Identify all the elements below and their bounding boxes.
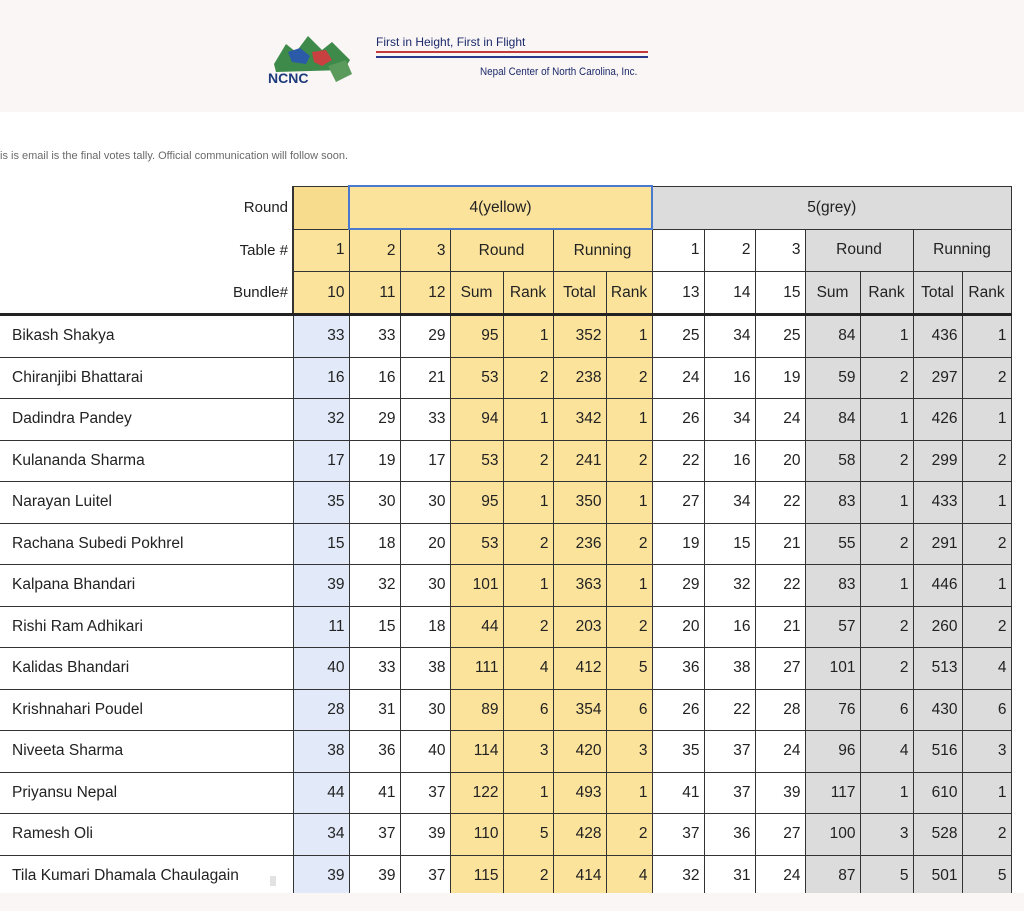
r4-running-rank: 3: [606, 731, 652, 773]
candidate-row: [0, 606, 1011, 648]
r4-table-1: 38: [293, 731, 349, 773]
notice-text: is is email is the final votes tally. Official communication will follow soon.: [0, 150, 349, 162]
r5-table-2: 16: [704, 606, 755, 648]
r5-running-total: 260: [913, 606, 962, 648]
r4-running-rank: 1: [606, 482, 652, 524]
r5-running-total: 446: [913, 565, 962, 607]
r4-bundle-1: 10: [293, 272, 349, 315]
r4-bundle-2: 11: [349, 272, 400, 315]
r5-table-1: 36: [652, 648, 704, 690]
r5-running-rank: 1: [962, 482, 1011, 524]
candidate-name: Narayan Luitel: [0, 482, 293, 524]
r4-running-rank: 2: [606, 814, 652, 856]
r4-round-sum: 110: [450, 814, 503, 856]
r4-table-1: 15: [293, 523, 349, 565]
candidate-name: Ramesh Oli: [0, 814, 293, 856]
r5-table-3: 22: [755, 565, 805, 607]
r4-table-3: 20: [400, 523, 450, 565]
r5-table-3: 24: [755, 855, 805, 897]
r5-table-3: 19: [755, 357, 805, 399]
r5-table-2: 15: [704, 523, 755, 565]
candidate-row: [0, 648, 1011, 690]
candidate-name: Priyansu Nepal: [0, 772, 293, 814]
r4-running-rank: 2: [606, 606, 652, 648]
r5-running-rank: 4: [962, 648, 1011, 690]
r4-table-1: 39: [293, 565, 349, 607]
r5-table-1: 35: [652, 731, 704, 773]
r4-table-2: 19: [349, 440, 400, 482]
r4-round-sum: 44: [450, 606, 503, 648]
r5-table-2: 34: [704, 399, 755, 441]
r4-running-total: 350: [553, 482, 606, 524]
r5-table-2: 34: [704, 315, 755, 358]
r4-running-total: 363: [553, 565, 606, 607]
r5-table-3: 27: [755, 648, 805, 690]
r5-round-sum: 55: [805, 523, 860, 565]
r5-running-total: 528: [913, 814, 962, 856]
r4-table-3: 30: [400, 482, 450, 524]
r4-running-total: 420: [553, 731, 606, 773]
r4-round-rank: 3: [503, 731, 553, 773]
r4-round-sum: 53: [450, 357, 503, 399]
candidate-row: [0, 855, 1011, 897]
r5-running-rank: 2: [962, 814, 1011, 856]
r4-round-rank: 6: [503, 689, 553, 731]
r5-round-rank: 2: [860, 648, 913, 690]
r5-running-rank: 2: [962, 357, 1011, 399]
r4-table-2: 31: [349, 689, 400, 731]
r5-running-label: Running: [913, 229, 1011, 272]
divider-blue: [376, 56, 648, 58]
r5-round-rank: 1: [860, 315, 913, 358]
r4-round-sum: 89: [450, 689, 503, 731]
r4-round-rank: 2: [503, 855, 553, 897]
r4-running-rank: 2: [606, 357, 652, 399]
r5-bundle-2: 14: [704, 272, 755, 315]
candidate-row: [0, 731, 1011, 773]
r5-table-3: 39: [755, 772, 805, 814]
r5-round-sum: 83: [805, 565, 860, 607]
r4-table-1: 39: [293, 855, 349, 897]
r4-table-3: 40: [400, 731, 450, 773]
label-bundle: Bundle#: [0, 272, 293, 315]
footer-band: [0, 893, 1024, 911]
r5-running-total: 501: [913, 855, 962, 897]
r5-table-3: 21: [755, 523, 805, 565]
r5-round-rank: 1: [860, 399, 913, 441]
r5-table-2: 37: [704, 772, 755, 814]
r4-table-1: 17: [293, 440, 349, 482]
r5-table-2: 31: [704, 855, 755, 897]
r4-round-label: Round: [450, 229, 553, 272]
r4-table-2: 16: [349, 357, 400, 399]
scroll-grip[interactable]: [270, 876, 276, 886]
r4-round-rank: 2: [503, 523, 553, 565]
candidate-name: Krishnahari Poudel: [0, 689, 293, 731]
r5-running-rank: 1: [962, 565, 1011, 607]
r4-table-3: 39: [400, 814, 450, 856]
r4-round-rank: 1: [503, 482, 553, 524]
r4-table-2: 33: [349, 315, 400, 358]
r5-running-rank: 2: [962, 523, 1011, 565]
r5-round-sum: 58: [805, 440, 860, 482]
r4-running-total: 428: [553, 814, 606, 856]
r4-table-3: 18: [400, 606, 450, 648]
candidate-row: [0, 482, 1011, 524]
r5-sum-label: Sum: [805, 272, 860, 315]
r4-round-rank: 1: [503, 315, 553, 358]
candidate-name: Niveeta Sharma: [0, 731, 293, 773]
tagline: First in Height, First in Flight: [376, 35, 526, 49]
r5-round-rank: 1: [860, 482, 913, 524]
candidate-name: Rishi Ram Adhikari: [0, 606, 293, 648]
candidate-row: [0, 357, 1011, 399]
header-row-table: [0, 229, 1011, 272]
r5-round-sum: 83: [805, 482, 860, 524]
r5-round-rank: 2: [860, 606, 913, 648]
r4-table-3: 37: [400, 772, 450, 814]
r4-round-sum: 53: [450, 440, 503, 482]
r4-running-total: 203: [553, 606, 606, 648]
r5-table-1: 32: [652, 855, 704, 897]
r4-running-rank: 1: [606, 399, 652, 441]
header-row-round: [0, 186, 1011, 229]
r5-running-rank: 2: [962, 440, 1011, 482]
r4-table-3: 17: [400, 440, 450, 482]
r5-running-rank: 1: [962, 399, 1011, 441]
logo-text: NCNC: [268, 70, 309, 86]
r5-running-total: 297: [913, 357, 962, 399]
candidate-row: [0, 523, 1011, 565]
candidate-row: [0, 565, 1011, 607]
r4-round-rank: 2: [503, 357, 553, 399]
r5-table-3: 22: [755, 482, 805, 524]
r5-table-2: 37: [704, 731, 755, 773]
label-table: Table #: [0, 229, 293, 272]
r4-running-total: 352: [553, 315, 606, 358]
candidate-row: [0, 440, 1011, 482]
r5-round-sum: 76: [805, 689, 860, 731]
r4-round-rank: 5: [503, 814, 553, 856]
r5-table-3: 24: [755, 399, 805, 441]
r5-round-sum: 59: [805, 357, 860, 399]
r5-table-1: 26: [652, 689, 704, 731]
r4-round-rank: 2: [503, 440, 553, 482]
round5-title: 5(grey): [652, 186, 1011, 229]
r4-table-3: 38: [400, 648, 450, 690]
r4-running-rank: 1: [606, 772, 652, 814]
r5-table-3: 27: [755, 814, 805, 856]
r5-table-1: 20: [652, 606, 704, 648]
r5-running-total: 516: [913, 731, 962, 773]
r4-round-sum: 101: [450, 565, 503, 607]
r5-table-3: 20: [755, 440, 805, 482]
r4-running-total: 412: [553, 648, 606, 690]
r4-running-total: 238: [553, 357, 606, 399]
r4-round-rank: 2: [503, 606, 553, 648]
r4-table-3: 37: [400, 855, 450, 897]
r5-table-1: 19: [652, 523, 704, 565]
round4-title: 4(yellow): [349, 186, 652, 229]
r4-table-1: 1: [293, 229, 349, 272]
r5-table-1: 29: [652, 565, 704, 607]
r5-table-1: 41: [652, 772, 704, 814]
r5-table-3: 21: [755, 606, 805, 648]
r4-total-label: Total: [553, 272, 606, 315]
r4-running-total: 236: [553, 523, 606, 565]
r4-running-rank: 1: [606, 565, 652, 607]
r5-round-rank: 2: [860, 440, 913, 482]
r4-round-sum: 95: [450, 482, 503, 524]
r5-round-rank: 6: [860, 689, 913, 731]
r4-round-rank: 4: [503, 648, 553, 690]
r4-running-total: 342: [553, 399, 606, 441]
r5-round-rank: 2: [860, 357, 913, 399]
r4-table-1: 28: [293, 689, 349, 731]
r5-running-rank: 1: [962, 772, 1011, 814]
r5-table-1: 26: [652, 399, 704, 441]
r5-round-sum: 117: [805, 772, 860, 814]
r5-running-total: 513: [913, 648, 962, 690]
r4-round-sum: 114: [450, 731, 503, 773]
r5-table-2: 22: [704, 689, 755, 731]
candidate-row: [0, 814, 1011, 856]
r4-table-2: 36: [349, 731, 400, 773]
r4-running-rank: 6: [606, 689, 652, 731]
r5-round-label: Round: [805, 229, 913, 272]
r5-round-rank: 3: [860, 814, 913, 856]
r5-table-2: 32: [704, 565, 755, 607]
r5-table-1: 27: [652, 482, 704, 524]
candidate-name: Bikash Shakya: [0, 315, 293, 358]
r4-running-rank: 1: [606, 315, 652, 358]
r5-running-total: 436: [913, 315, 962, 358]
r5-round-sum: 100: [805, 814, 860, 856]
r5-running-total: 291: [913, 523, 962, 565]
r4-running-rank: 2: [606, 523, 652, 565]
r4-running-rank: 5: [606, 648, 652, 690]
r4-table-2: 29: [349, 399, 400, 441]
r4-round-sum: 122: [450, 772, 503, 814]
candidate-row: [0, 315, 1011, 358]
r5-rank-label: Rank: [860, 272, 913, 315]
r4-table-1: 34: [293, 814, 349, 856]
candidate-name: Tila Kumari Dhamala Chaulagain: [0, 855, 293, 897]
r4-table-1: 35: [293, 482, 349, 524]
r5-running-total: 426: [913, 399, 962, 441]
r4-table-2: 33: [349, 648, 400, 690]
r4-table-2: 41: [349, 772, 400, 814]
r4-table-2: 30: [349, 482, 400, 524]
r5-table-2: 16: [704, 357, 755, 399]
r5-round-sum: 101: [805, 648, 860, 690]
candidate-row: [0, 689, 1011, 731]
r4-table-1: 33: [293, 315, 349, 358]
r4-running-rank: 4: [606, 855, 652, 897]
r5-round-rank: 1: [860, 772, 913, 814]
r4-bundle-3: 12: [400, 272, 450, 315]
r5-round-rank: 4: [860, 731, 913, 773]
r5-table-1: 22: [652, 440, 704, 482]
r5-round-rank: 1: [860, 565, 913, 607]
r4-rank-label: Rank: [503, 272, 553, 315]
r5-round-rank: 2: [860, 523, 913, 565]
r4-table-3: 33: [400, 399, 450, 441]
r5-bundle-3: 15: [755, 272, 805, 315]
r5-table-2: 34: [704, 482, 755, 524]
r5-table-1: 1: [652, 229, 704, 272]
r5-round-sum: 96: [805, 731, 860, 773]
r4-round-rank: 1: [503, 399, 553, 441]
org-name: Nepal Center of North Carolina, Inc.: [480, 66, 638, 78]
r5-round-rank: 5: [860, 855, 913, 897]
r5-table-3: 28: [755, 689, 805, 731]
r4-table-3: 30: [400, 689, 450, 731]
r4-table-3: 3: [400, 229, 450, 272]
r5-table-1: 24: [652, 357, 704, 399]
candidate-name: Kalidas Bhandari: [0, 648, 293, 690]
r4-table-1: 40: [293, 648, 349, 690]
r5-table-2: 2: [704, 229, 755, 272]
candidate-name: Chiranjibi Bhattarai: [0, 357, 293, 399]
r4-round-sum: 53: [450, 523, 503, 565]
r5-round-sum: 84: [805, 315, 860, 358]
r4-round-rank: 1: [503, 772, 553, 814]
r5-running-rank: 5: [962, 855, 1011, 897]
r4-running-rank-label: Rank: [606, 272, 652, 315]
candidate-row: [0, 772, 1011, 814]
r5-total-label: Total: [913, 272, 962, 315]
candidate-name: Kulananda Sharma: [0, 440, 293, 482]
r5-running-rank: 1: [962, 315, 1011, 358]
label-round: Round: [0, 186, 293, 229]
r4-table-1: 16: [293, 357, 349, 399]
r5-round-sum: 57: [805, 606, 860, 648]
r4-table-2: 39: [349, 855, 400, 897]
r4-table-1: 44: [293, 772, 349, 814]
r5-table-2: 16: [704, 440, 755, 482]
candidate-name: Rachana Subedi Pokhrel: [0, 523, 293, 565]
r4-table-3: 21: [400, 357, 450, 399]
r5-running-rank-label: Rank: [962, 272, 1011, 315]
r5-table-1: 37: [652, 814, 704, 856]
r4-table-2: 2: [349, 229, 400, 272]
candidate-name: Dadindra Pandey: [0, 399, 293, 441]
r5-bundle-1: 13: [652, 272, 704, 315]
r5-running-rank: 6: [962, 689, 1011, 731]
votes-tally-table: [0, 185, 1012, 897]
r5-running-rank: 3: [962, 731, 1011, 773]
divider-red: [376, 51, 648, 53]
r4-running-label: Running: [553, 229, 652, 272]
r4-table-1: 32: [293, 399, 349, 441]
r4-table-2: 37: [349, 814, 400, 856]
r4-round-sum: 94: [450, 399, 503, 441]
r5-running-total: 430: [913, 689, 962, 731]
round4-corner: [293, 186, 349, 229]
r4-round-rank: 1: [503, 565, 553, 607]
r4-table-3: 29: [400, 315, 450, 358]
r4-round-sum: 95: [450, 315, 503, 358]
r4-running-total: 414: [553, 855, 606, 897]
r4-running-total: 493: [553, 772, 606, 814]
header-row-bundle: [0, 272, 1011, 315]
r5-table-3: 3: [755, 229, 805, 272]
r5-round-sum: 84: [805, 399, 860, 441]
r4-round-sum: 111: [450, 648, 503, 690]
r4-table-2: 18: [349, 523, 400, 565]
r5-running-total: 610: [913, 772, 962, 814]
r4-running-total: 354: [553, 689, 606, 731]
r5-running-total: 433: [913, 482, 962, 524]
r4-table-2: 32: [349, 565, 400, 607]
r4-round-sum: 115: [450, 855, 503, 897]
r5-table-2: 36: [704, 814, 755, 856]
candidate-row: [0, 399, 1011, 441]
r5-table-3: 25: [755, 315, 805, 358]
r4-table-2: 15: [349, 606, 400, 648]
r5-table-3: 24: [755, 731, 805, 773]
r4-table-3: 30: [400, 565, 450, 607]
r4-sum-label: Sum: [450, 272, 503, 315]
r4-running-total: 241: [553, 440, 606, 482]
r5-running-total: 299: [913, 440, 962, 482]
r5-table-2: 38: [704, 648, 755, 690]
r4-table-1: 11: [293, 606, 349, 648]
r5-running-rank: 2: [962, 606, 1011, 648]
r5-table-1: 25: [652, 315, 704, 358]
r4-running-rank: 2: [606, 440, 652, 482]
r5-round-sum: 87: [805, 855, 860, 897]
candidate-name: Kalpana Bhandari: [0, 565, 293, 607]
